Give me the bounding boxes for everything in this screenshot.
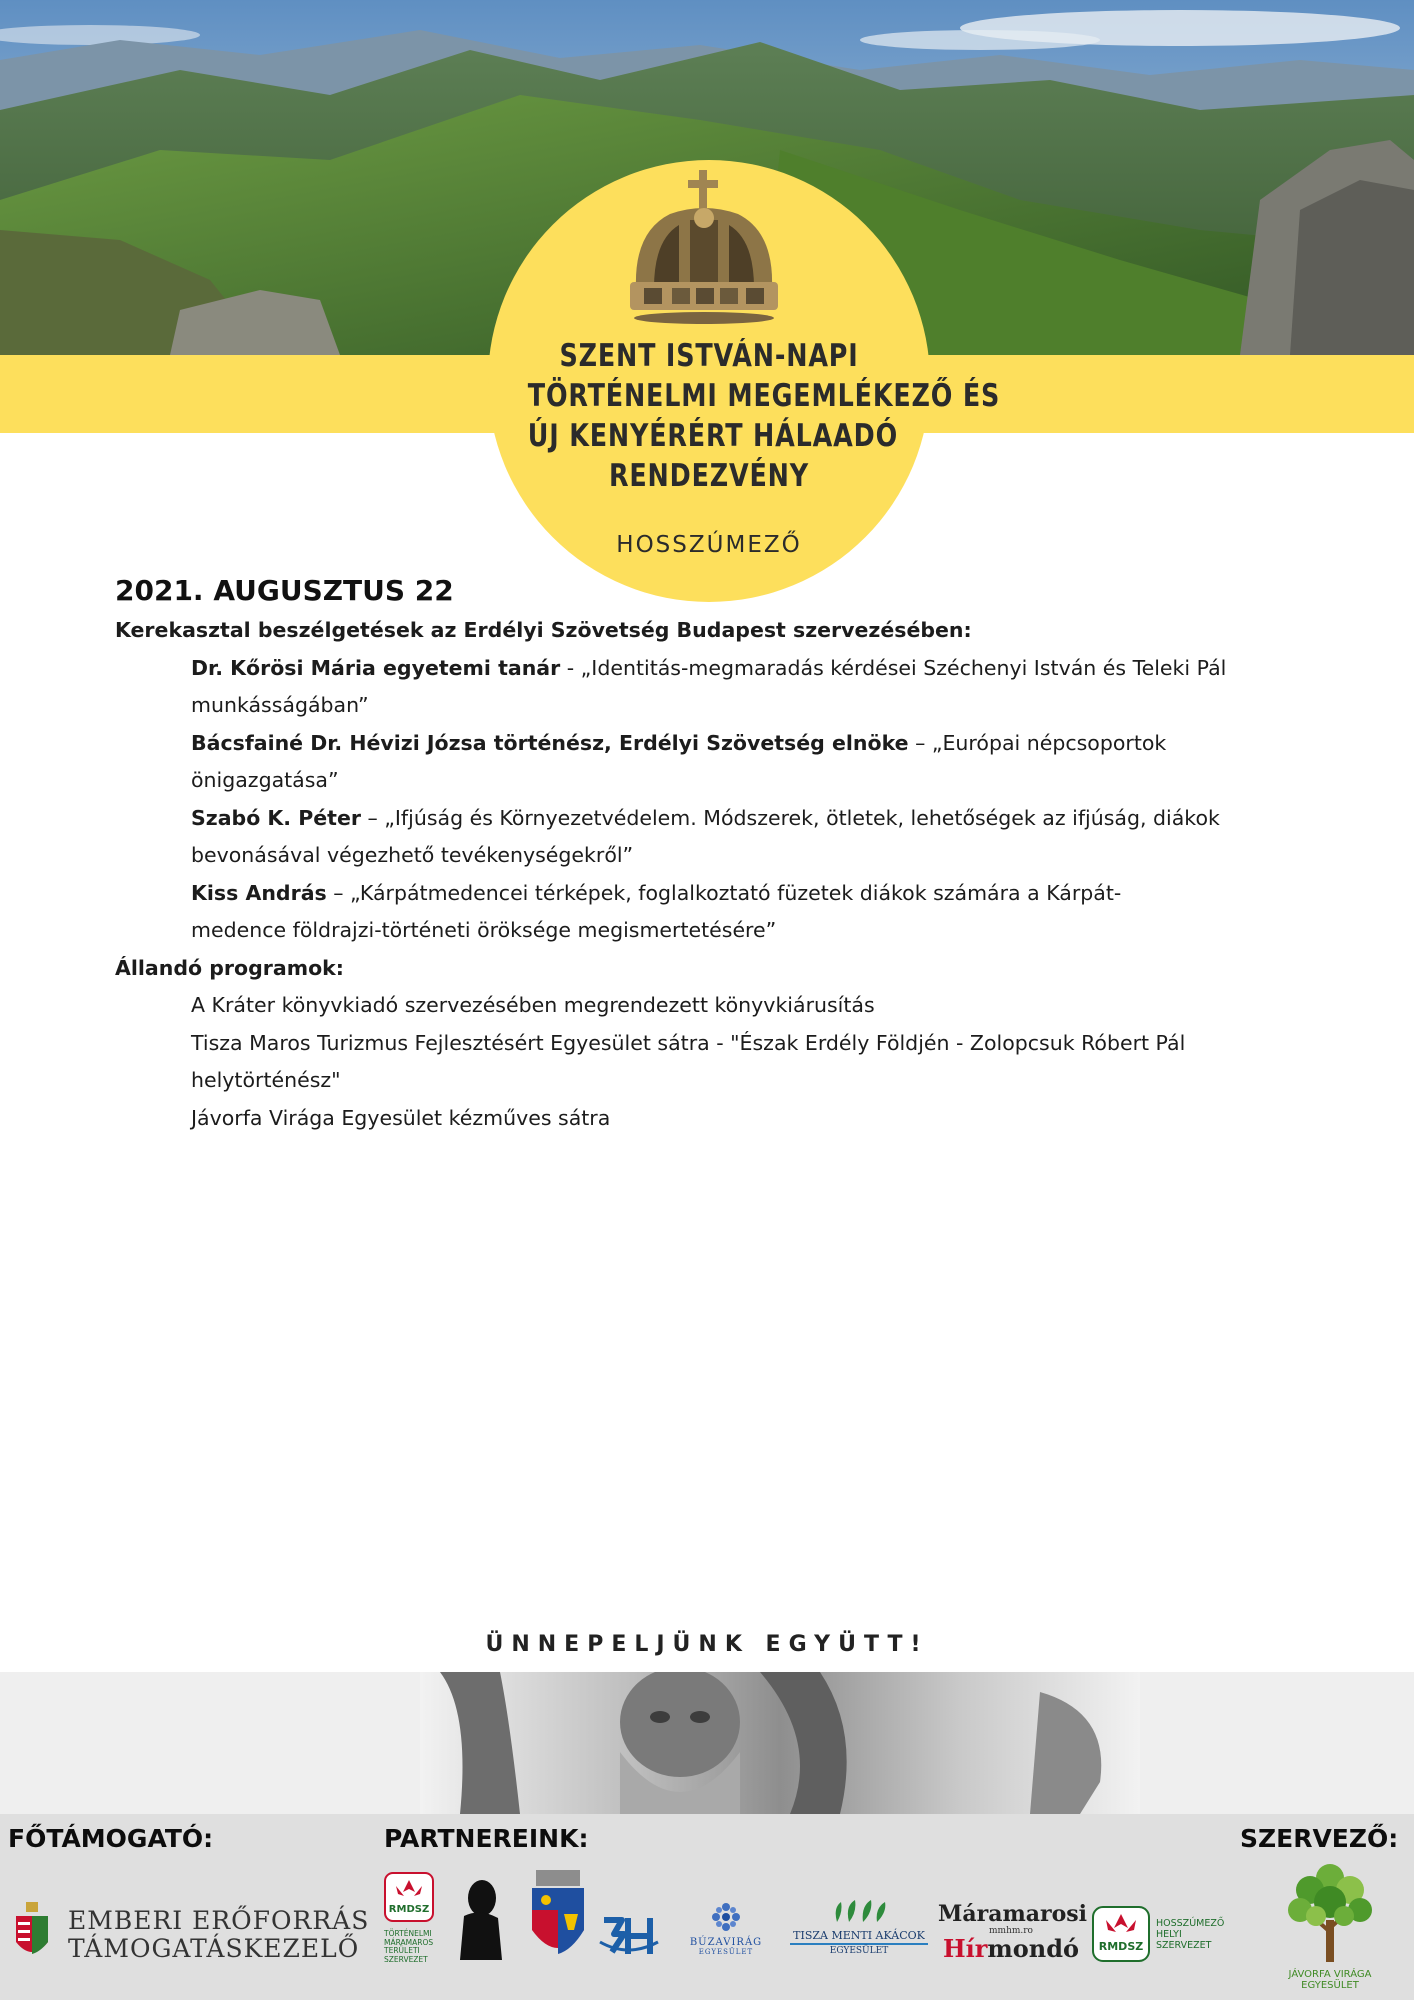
talk-item xyxy=(191,800,1406,838)
rmdsz-maramaros-logo xyxy=(384,1872,454,1962)
main-sponsor-line1: EMBERI ERŐFORRÁS xyxy=(68,1906,370,1935)
rmdsz-text: MÁRAMAROS xyxy=(384,1937,434,1947)
hirmondo-site: mmhm.ro xyxy=(989,1926,1033,1936)
tisza-sub: EGYESÜLET xyxy=(829,1946,889,1956)
hirmondo-black: mondó xyxy=(987,1934,1080,1963)
talk-speaker: Dr. Kőrösi Mária egyetemi tanár xyxy=(191,655,561,680)
emberi-eroforras-logo xyxy=(14,1902,370,1963)
rmdsz-hosszumezo-logo xyxy=(1092,1906,1252,1962)
three-h-logo-icon xyxy=(598,1912,660,1960)
event-date: 2021. AUGUSZTUS 22 xyxy=(115,574,454,607)
event-title-line: TÖRTÉNELMI MEGEMLÉKEZŐ ÉS xyxy=(527,378,1001,414)
event-title-line: ÚJ KENYÉRÉRT HÁLAADÓ xyxy=(527,418,899,454)
acacia-leaves-icon xyxy=(827,1900,891,1924)
buzavirag-logo xyxy=(676,1902,776,1958)
silhouette-portrait-icon xyxy=(456,1878,504,1960)
rmdsz-tulip-icon xyxy=(1092,1906,1150,1962)
rmdsz-label: RMDSZ xyxy=(388,1904,430,1915)
javorfa-sub: EGYESÜLET xyxy=(1301,1980,1359,1991)
rmdsz2-text: HOSSZÚMEZŐ xyxy=(1156,1918,1225,1929)
rmdsz-text: SZERVEZET xyxy=(384,1954,428,1964)
program-section xyxy=(115,570,1295,1137)
permanent-heading: Állandó programok: xyxy=(115,955,345,980)
event-title-line: SZENT ISTVÁN-NAPI xyxy=(559,338,859,374)
permanent-item: Jávorfa Virága Egyesület kézműves sátra xyxy=(191,1105,611,1130)
javorfa-viraga-logo xyxy=(1272,1860,1388,1996)
main-sponsor-line2: TÁMOGATÁSKEZELŐ xyxy=(68,1934,360,1963)
tisza-name: TISZA MENTI AKÁCOK xyxy=(793,1929,925,1942)
permanent-item: A Kráter könyvkiadó szervezésében megrendezett könyvkiárusítás xyxy=(191,993,875,1017)
talk-speaker: Bácsfainé Dr. Hévizi Józsa történész, Erdélyi Szövetség elnöke xyxy=(191,730,909,755)
rmdsz-label: RMDSZ xyxy=(1098,1940,1144,1953)
talk-topic: – „Kárpátmedencei térképek, foglalkoztató füzetek diákok számára a Kárpát- xyxy=(326,880,1122,905)
cornflower-icon xyxy=(711,1902,741,1932)
hirmondo-title: Máramarosi xyxy=(938,1901,1087,1927)
rmdsz-text: TERÜLETI xyxy=(384,1946,420,1955)
slogan: ÜNNEPELJÜNK EGYÜTT! xyxy=(485,1632,929,1657)
rmdsz2-text: HELYI xyxy=(1156,1929,1182,1940)
talk-item-cont: medence földrajzi-történeti öröksége megismertetésére” xyxy=(191,918,777,942)
talk-topic: – „Ifjúság és Környezetvédelem. Módszerek, ötletek, lehetőségek az ifjúság, diákok xyxy=(360,805,1220,830)
event-title-line: RENDEZVÉNY xyxy=(608,458,810,494)
talk-speaker: Szabó K. Péter xyxy=(191,805,361,830)
tisza-menti-akacok-logo xyxy=(784,1900,934,1960)
buzavirag-sub: EGYESÜLET xyxy=(698,1948,754,1956)
roundtable-heading: Kerekasztal beszélgetések az Erdélyi Szövetség Budapest szervezésében: xyxy=(115,618,972,642)
talk-speaker: Kiss András xyxy=(191,880,327,905)
talk-item-cont: bevonásával végezhető tevékenységekről” xyxy=(191,843,634,867)
talk-item xyxy=(191,875,1406,913)
rmdsz2-text: SZERVEZET xyxy=(1156,1940,1212,1951)
permanent-item: helytörténész" xyxy=(191,1068,341,1092)
hirmondo-red: Hír xyxy=(942,1934,988,1963)
town-coat-of-arms-icon xyxy=(528,1870,588,1962)
rmdsz-text: TÖRTÉNELMI xyxy=(384,1929,432,1938)
hungarian-coat-of-arms-icon xyxy=(14,1902,50,1962)
event-title xyxy=(527,336,1001,496)
holy-crown-icon xyxy=(624,170,784,326)
talk-item xyxy=(191,650,1406,688)
organizer-heading: SZERVEZŐ: xyxy=(1240,1824,1399,1853)
event-location: HOSSZÚMEZŐ xyxy=(616,532,802,558)
talk-item xyxy=(191,725,1406,763)
talk-item-cont: önigazgatása” xyxy=(191,768,339,792)
statue-photo xyxy=(0,1672,1414,1814)
main-sponsor-heading: FŐTÁMOGATÓ: xyxy=(8,1824,214,1853)
permanent-item: Tisza Maros Turizmus Fejlesztésért Egyesület sátra - "Észak Erdély Földjén - Zolopcsuk Róbert Pál xyxy=(191,1030,1186,1055)
rmdsz-tulip-icon xyxy=(384,1872,434,1922)
talk-topic: – „Európai népcsoportok xyxy=(908,730,1167,755)
talk-item-cont: munkásságában” xyxy=(191,693,369,717)
talk-topic: - „Identitás-megmaradás kérdései Széchenyi István és Teleki Pál xyxy=(560,655,1227,680)
javorfa-name: JÁVORFA VIRÁGA xyxy=(1288,1969,1372,1980)
buzavirag-name: BÚZAVIRÁG xyxy=(689,1937,763,1948)
partners-heading: PARTNEREINK: xyxy=(384,1824,589,1853)
tree-icon xyxy=(1278,1860,1382,1964)
maramarosi-hirmondo-logo xyxy=(938,1901,1087,1964)
